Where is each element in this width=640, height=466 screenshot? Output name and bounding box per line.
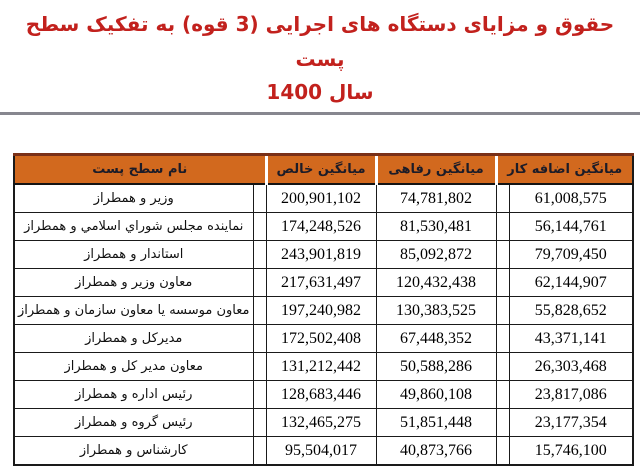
cell-welfare-average: 50,588,286 xyxy=(376,353,496,381)
cell-overtime-average: 23,177,354 xyxy=(509,409,633,437)
cell-welfare-average: 130,383,525 xyxy=(376,297,496,325)
report-title-line1: حقوق و مزایای دستگاه های اجرایی (3 قوه) به تفکیک سطح پست xyxy=(25,12,615,71)
cell-welfare-average: 51,851,448 xyxy=(376,409,496,437)
cell-net-average: 128,683,446 xyxy=(266,381,376,409)
cell-overtime-average: 15,746,100 xyxy=(509,437,633,466)
cell-welfare-average: 49,860,108 xyxy=(376,381,496,409)
table-row xyxy=(14,325,633,353)
cell-post-name: معاون وزیر و همطراز xyxy=(14,269,253,297)
header-overtime-average: میانگین اضافه کار xyxy=(496,155,633,185)
cell-welfare-average: 67,448,352 xyxy=(376,325,496,353)
spacer-cell xyxy=(253,213,266,241)
title-divider-rule xyxy=(0,112,640,115)
cell-net-average: 243,901,819 xyxy=(266,241,376,269)
cell-post-name: معاون موسسه یا معاون سازمان و همطراز xyxy=(14,297,253,325)
cell-net-average: 197,240,982 xyxy=(266,297,376,325)
spacer-cell xyxy=(496,381,509,409)
table-row xyxy=(14,353,633,381)
table-row xyxy=(14,184,633,213)
spacer-cell xyxy=(253,381,266,409)
cell-post-name: معاون مدیر کل و همطراز xyxy=(14,353,253,381)
spacer-cell xyxy=(253,297,266,325)
table-row xyxy=(14,437,633,466)
cell-post-name: نماینده مجلس شوراي اسلامي و همطراز xyxy=(14,213,253,241)
table-row xyxy=(14,241,633,269)
spacer-cell xyxy=(496,269,509,297)
spacer-cell xyxy=(253,241,266,269)
spacer-cell xyxy=(496,353,509,381)
table-row xyxy=(14,297,633,325)
table-row xyxy=(14,381,633,409)
cell-welfare-average: 81,530,481 xyxy=(376,213,496,241)
cell-overtime-average: 26,303,468 xyxy=(509,353,633,381)
spacer-cell xyxy=(496,297,509,325)
report-title xyxy=(0,0,640,108)
table-row xyxy=(14,409,633,437)
spacer-cell xyxy=(496,213,509,241)
table-header-row xyxy=(14,155,633,185)
header-net-average: میانگین خالص xyxy=(266,155,376,185)
cell-post-name: کارشناس و همطراز xyxy=(14,437,253,466)
cell-welfare-average: 74,781,802 xyxy=(376,184,496,213)
cell-net-average: 95,504,017 xyxy=(266,437,376,466)
cell-welfare-average: 40,873,766 xyxy=(376,437,496,466)
cell-net-average: 200,901,102 xyxy=(266,184,376,213)
spacer-cell xyxy=(496,437,509,466)
cell-net-average: 132,465,275 xyxy=(266,409,376,437)
spacer-cell xyxy=(496,184,509,213)
spacer-cell xyxy=(253,353,266,381)
header-welfare-average: میانگین رفاهی xyxy=(376,155,496,185)
table-row xyxy=(14,269,633,297)
spacer-cell xyxy=(496,325,509,353)
cell-overtime-average: 79,709,450 xyxy=(509,241,633,269)
cell-welfare-average: 120,432,438 xyxy=(376,269,496,297)
spacer-cell xyxy=(253,325,266,353)
cell-post-name: رئیس اداره و همطراز xyxy=(14,381,253,409)
cell-overtime-average: 23,817,086 xyxy=(509,381,633,409)
cell-post-name: استاندار و همطراز xyxy=(14,241,253,269)
cell-overtime-average: 55,828,652 xyxy=(509,297,633,325)
cell-net-average: 172,502,408 xyxy=(266,325,376,353)
cell-net-average: 131,212,442 xyxy=(266,353,376,381)
cell-net-average: 174,248,526 xyxy=(266,213,376,241)
cell-overtime-average: 61,008,575 xyxy=(509,184,633,213)
cell-welfare-average: 85,092,872 xyxy=(376,241,496,269)
salary-table xyxy=(13,153,634,466)
header-post-name: نام سطح پست xyxy=(14,155,266,185)
spacer-cell xyxy=(253,409,266,437)
spacer-cell xyxy=(253,269,266,297)
cell-overtime-average: 43,371,141 xyxy=(509,325,633,353)
table-row xyxy=(14,213,633,241)
cell-post-name: رئیس گروه و همطراز xyxy=(14,409,253,437)
spacer-cell xyxy=(496,241,509,269)
cell-net-average: 217,631,497 xyxy=(266,269,376,297)
cell-post-name: وزیر و همطراز xyxy=(14,184,253,213)
cell-overtime-average: 62,144,907 xyxy=(509,269,633,297)
cell-overtime-average: 56,144,761 xyxy=(509,213,633,241)
spacer-cell xyxy=(253,184,266,213)
spacer-cell xyxy=(253,437,266,466)
report-title-year: سال 1400 xyxy=(266,80,374,104)
cell-post-name: مدیرکل و همطراز xyxy=(14,325,253,353)
spacer-cell xyxy=(496,409,509,437)
